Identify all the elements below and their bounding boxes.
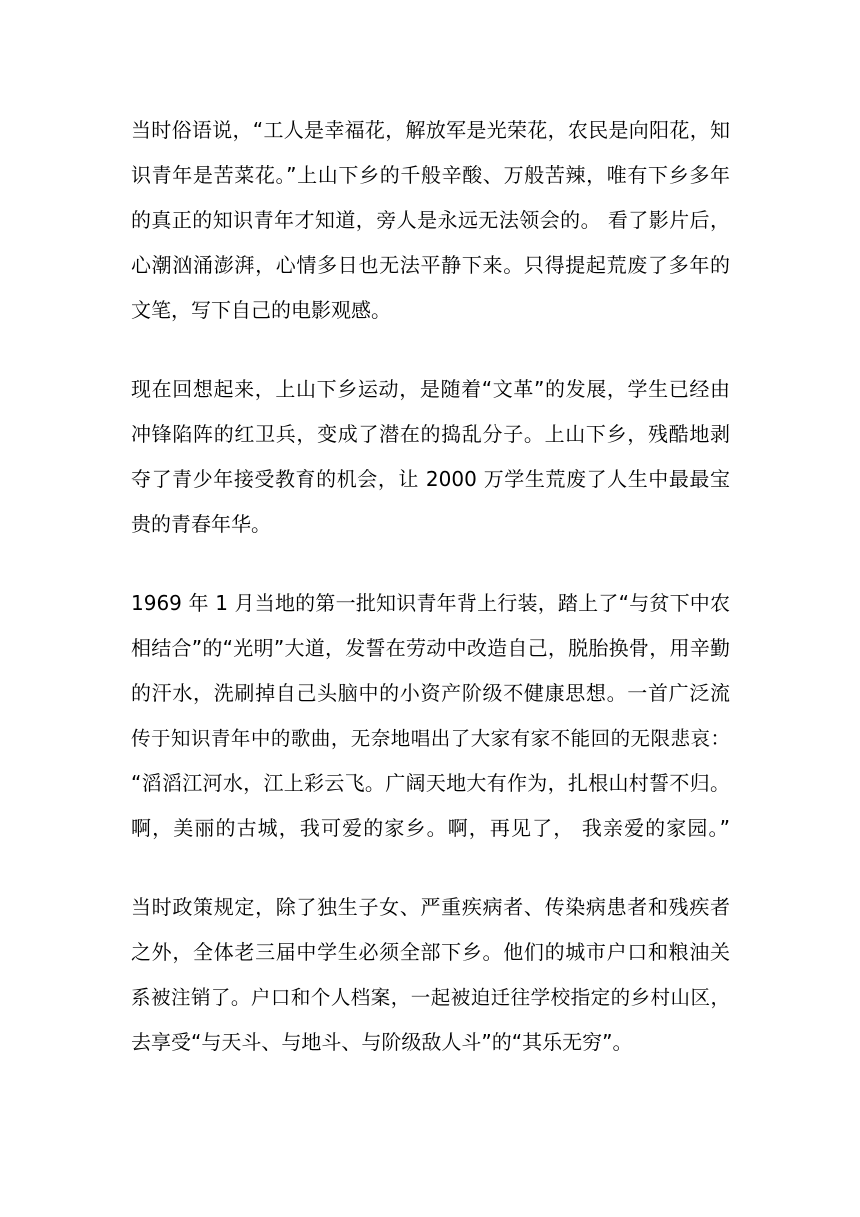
paragraph-3 bbox=[131, 581, 730, 851]
text-line: 传于知识青年中的歌曲，无奈地唱出了大家有家不能回的无限悲哀： bbox=[131, 727, 730, 750]
text-line: 之外，全体老三届中学生必须全部下乡。他们的城市户口和粮油关 bbox=[131, 940, 730, 964]
document-body bbox=[131, 108, 730, 1099]
text-line: 心潮汹涌澎湃，心情多日也无法平静下来。只得提起荒废了多年的 bbox=[131, 253, 730, 277]
text-line: 冲锋陷阵的红卫兵，变成了潜在的捣乱分子。上山下乡，残酷地剥 bbox=[131, 422, 730, 446]
text-line: 当时俗语说，“工人是幸福花，解放军是光荣花，农民是向阳花，知 bbox=[131, 118, 730, 142]
text-line: 相结合”的“光明”大道，发誓在劳动中改造自己，脱胎换骨，用辛勤 bbox=[131, 636, 730, 660]
text-line: 贵的青春年华。 bbox=[131, 512, 271, 536]
text-line: 现在回想起来，上山下乡运动，是随着“文革”的发展，学生已经由 bbox=[131, 377, 730, 401]
text-line: 去享受“与天斗、与地斗、与阶级敌人斗”的“其乐无穷”。 bbox=[131, 1030, 633, 1054]
text-line: 1969 年 1 月当地的第一批知识青年背上行装，踏上了“与贫下中农 bbox=[131, 591, 730, 615]
text-line: 啊，美丽的古城，我可爱的家乡。啊，再见了， 我亲爱的家园。” bbox=[131, 816, 730, 840]
paragraph-1 bbox=[131, 108, 730, 333]
paragraph-4 bbox=[131, 885, 730, 1065]
text-line: 夺了青少年接受教育的机会，让 2000 万学生荒废了人生中最最宝 bbox=[131, 467, 730, 491]
text-line: 的真正的知识青年才知道，旁人是永远无法领会的。 看了影片后， bbox=[131, 208, 730, 232]
text-line: 当时政策规定，除了独生子女、严重疾病者、传染病患者和残疾者 bbox=[131, 895, 730, 919]
text-line: 系被注销了。户口和个人档案，一起被迫迁往学校指定的乡村山区， bbox=[131, 986, 730, 1009]
text-line: “滔滔江河水，江上彩云飞。广阔天地大有作为，扎根山村誓不归。 bbox=[131, 771, 730, 795]
text-line: 的汗水，洗刷掉自己头脑中的小资产阶级不健康思想。一首广泛流 bbox=[131, 681, 730, 705]
text-line: 识青年是苦菜花。”上山下乡的千般辛酸、万般苦辣，唯有下乡多年 bbox=[131, 163, 730, 187]
paragraph-2 bbox=[131, 367, 730, 547]
text-line: 文笔，写下自己的电影观感。 bbox=[131, 298, 391, 322]
